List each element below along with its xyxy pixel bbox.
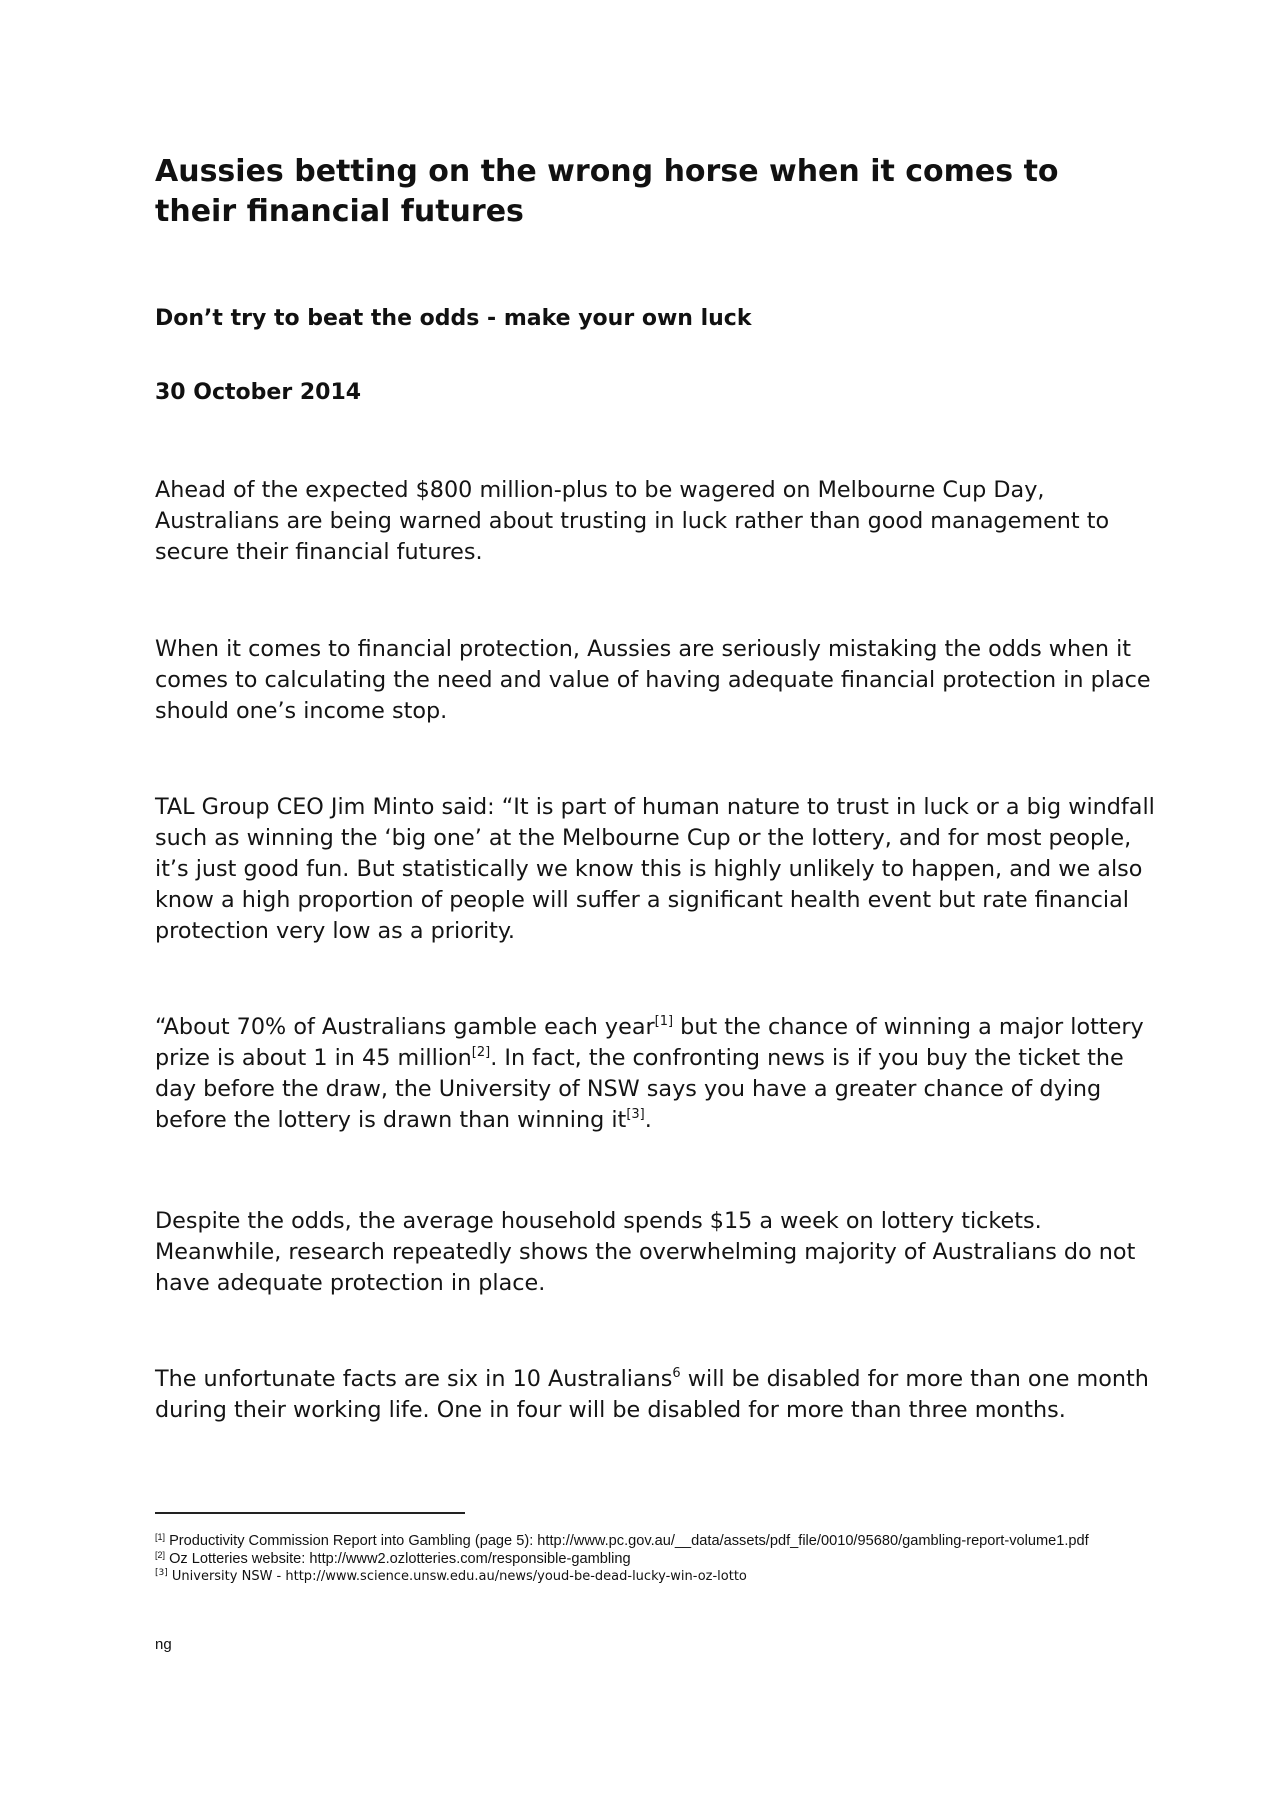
- p4-text-c: . In fact, the confronting news is if you buy the ticket the day before the draw, the University of NSW says you have a greater chance of dying before the lottery is drawn than winning it: [155, 1045, 1124, 1133]
- p6-text-b: will be disabled for more than one month during their working life. One in four will be disabled for more than three months.: [155, 1366, 1149, 1423]
- footnote-text-3: University NSW - http://www.science.unsw.edu.au/news/youd-be-dead-lucky-win-oz-lotto: [167, 1569, 747, 1584]
- p4-text-a: “About 70% of Australians gamble each year: [155, 1014, 655, 1040]
- footnote-ref-6: 6: [672, 1366, 681, 1381]
- paragraph-financial-protection: When it comes to financial protection, Aussies are seriously mistaking the odds when it comes to calculating the need and value of having adequate financial protection in place should one’s income stop.: [155, 636, 1151, 724]
- paragraph-disability-facts: [155, 1364, 1165, 1426]
- footnote-ref-2: [2]: [471, 1045, 491, 1060]
- p6-text-a: The unfortunate facts are six in 10 Australians: [155, 1366, 673, 1392]
- paragraph-ceo-quote: TAL Group CEO Jim Minto said: “It is part of human nature to trust in luck or a big windfall such as winning the ‘big one’ at the Melbourne Cup or the lottery, and for most people, it’s just good fun. But statistically we know this is highly unlikely to happen, and we also know a high proportion of people will suffer a significant health event but rate financial protection very low as a priority.: [155, 794, 1155, 944]
- paragraph-household-spend: Despite the odds, the average household spends $15 a week on lottery tickets. Meanwhile, research repeatedly shows the overwhelming majority of Australians do not have adequate protection in place.: [155, 1208, 1136, 1296]
- footnote-text-2: Oz Lotteries website: http://www2.ozlotteries.com/responsible-gambling: [165, 1551, 631, 1567]
- footnote-1: [155, 1532, 1165, 1550]
- p4-text-d: .: [644, 1107, 652, 1133]
- article-date: 30 October 2014: [155, 380, 362, 405]
- article-subtitle: Don’t try to beat the odds - make your own luck: [155, 306, 752, 331]
- paragraph-intro: Ahead of the expected $800 million-plus to be wagered on Melbourne Cup Day, Australians are being warned about trusting in luck rather than good management to secure their financial futures.: [155, 477, 1110, 565]
- footnote-2: [155, 1550, 1165, 1568]
- footnote-3: [155, 1568, 1165, 1586]
- footnote-mark-3: [3]: [155, 1568, 168, 1578]
- footnote-mark-2: [2]: [155, 1550, 166, 1560]
- footnotes-section: [155, 1532, 1165, 1586]
- footnote-divider: [155, 1512, 465, 1514]
- paragraph-gambling-stats: [155, 1012, 1165, 1136]
- footnote-ref-1: [1]: [654, 1014, 674, 1029]
- footnote-text-1: Productivity Commission Report into Gambling (page 5): http://www.pc.gov.au/__data/assets/pdf_file/0010/95680/gambling-report-volume1.pdf: [165, 1533, 1089, 1549]
- p4-text-b: but the chance of winning a major lottery prize is about 1 in 45 million: [155, 1014, 1144, 1071]
- article-title: Aussies betting on the wrong horse when it comes to their financial futures: [155, 154, 1059, 229]
- trailing-text: ng: [155, 1636, 172, 1653]
- footnote-ref-3: [3]: [626, 1107, 645, 1122]
- footnote-mark-1: [1]: [155, 1532, 166, 1542]
